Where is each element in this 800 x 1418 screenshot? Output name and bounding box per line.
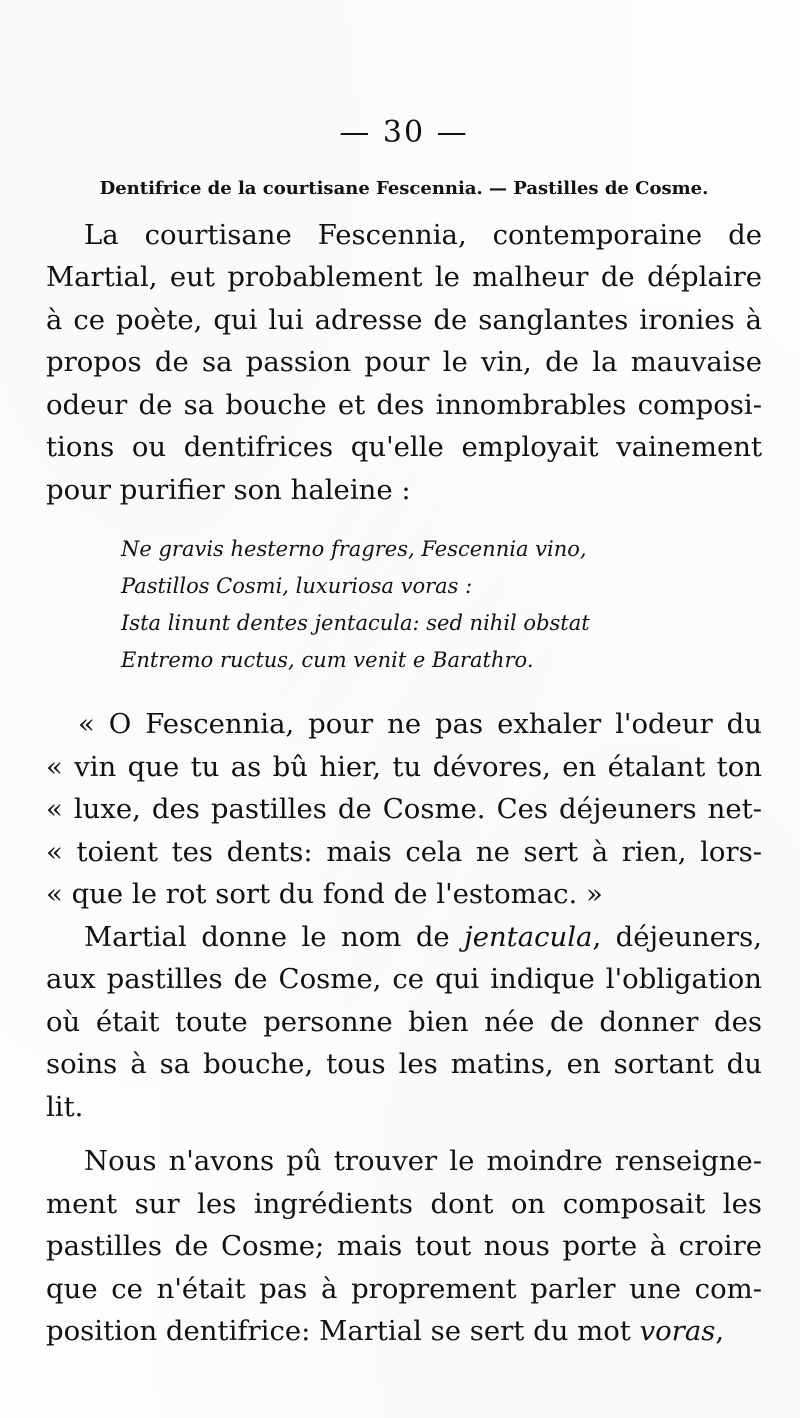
paragraph-3-start: Nous n'avons pû trouver le moindre renseigne-ment sur les ingrédients dont on composait les pastilles de Cosme; mais tout nous porte à croire que ce n'était pas à proprement parler une com-position dentifrice: Martial se sert du mot <box>46 1145 762 1348</box>
verse-line-1: Ne gravis hesterno fragres, Fescennia vino, <box>121 537 587 562</box>
quote-line-4: « toient tes dents: mais cela ne sert à rien, lors- <box>46 835 762 868</box>
quote-line-3: « luxe, des pastilles de Cosme. Ces déjeuners net- <box>46 793 762 826</box>
verse-line-2: Pastillos Cosmi, luxuriosa voras : <box>121 574 473 599</box>
paragraph-2-italic-term: jentacula <box>464 920 593 953</box>
paragraph-gap <box>46 1128 762 1140</box>
paragraph-2-end: , déjeuners, aux pastilles de Cosme, ce qui indique l'obligation où était toute personne bien née de donner des soins à sa bouche, tous les matins, en sortant du lit. <box>46 920 763 1123</box>
page-number: — 30 — <box>339 115 469 150</box>
paragraph-1: La courtisane Fescennia, contemporaine de Martial, eut probablement le malheur de déplaire à ce poète, qui lui adresse de sanglantes ironies à propos de sa passion pour le vin, de la mauvaise odeur de sa bouche et des innombrables composi-tions ou dentifrices qu'elle employait vainement pour purifier son haleine : <box>46 218 762 506</box>
paragraph-3-end: , <box>715 1315 725 1348</box>
paragraph-3-italic-term: voras <box>639 1315 716 1348</box>
french-translation <box>46 703 762 916</box>
paragraph-3 <box>46 1140 762 1353</box>
paragraph-2 <box>46 916 762 1129</box>
verse-line-4: Entremo ructus, cum venit e Barathro. <box>121 648 534 673</box>
quote-line-1: « O Fescennia, pour ne pas exhaler l'odeur du <box>78 708 762 741</box>
paragraph-2-start: Martial donne le nom de <box>84 920 465 953</box>
running-head: Dentifrice de la courtisane Fescennia. — Pastilles de Cosme. <box>99 178 709 199</box>
latin-verse <box>121 531 762 679</box>
verse-line-3: Ista linunt dentes jentacula: sed nihil obstat <box>121 611 590 636</box>
quote-line-2: « vin que tu as bû hier, tu dévores, en étalant ton <box>46 750 762 783</box>
quote-line-5: « que le rot sort du fond de l'estomac. » <box>46 878 603 911</box>
